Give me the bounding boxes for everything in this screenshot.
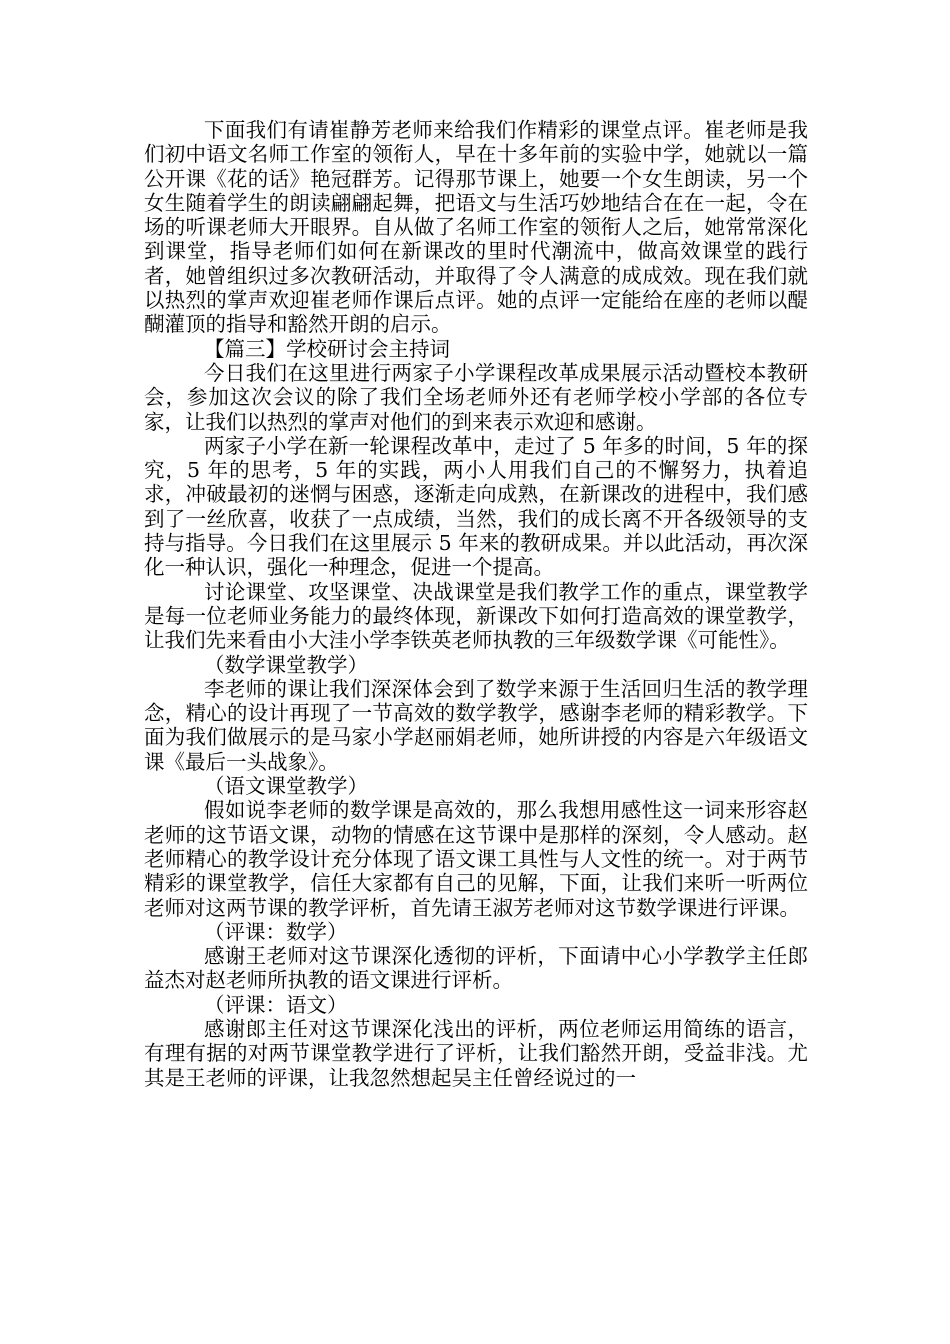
- paragraph-comparison: 假如说李老师的数学课是高效的，那么我想用感性这一词来形容赵老师的这节语文课，动物的情感在这节课中是那样的深刻，令人感动。赵老师精心的教学设计充分体现了语文课工具性与人文性的统一。对于两节精彩的课堂教学，信任大家都有自己的见解，下面，让我们来听一听两位老师对这两节课的教学评析，首先请王淑芳老师对这节数学课进行评课。: [144, 798, 808, 920]
- paragraph-math-intro: 讨论课堂、攻坚课堂、决战课堂是我们教学工作的重点，课堂教学是每一位老师业务能力的最终体现，新课改下如何打造高效的课堂教学，让我们先来看由小大洼小学李铁英老师执教的三年级数学课《可能性》。: [144, 579, 808, 653]
- paragraph-intro-cui: 下面我们有请崔静芳老师来给我们作精彩的课堂点评。崔老师是我们初中语文名师工作室的领衔人，早在十多年前的实验中学，她就以一篇公开课《花的话》艳冠群芳。记得那节课上，她要一个女生朗读，另一个女生随着学生的朗读翩翩起舞，把语文与生活巧妙地结合在在一起，令在场的听课老师大开眼界。自从做了名师工作室的领衔人之后，她常常深化到课堂，指导老师们如何在新课改的里时代潮流中，做高效课堂的践行者，她曾组织过多次教研活动，并取得了令人满意的成成效。现在我们就以热烈的掌声欢迎崔老师作课后点评。她的点评一定能给在座的老师以醍醐灌顶的指导和豁然开朗的启示。: [144, 118, 808, 337]
- paragraph-chinese-intro: 李老师的课让我们深深体会到了数学来源于生活回归生活的教学理念，精心的设计再现了一节高效的数学教学，感谢李老师的精彩教学。下面为我们做展示的是马家小学赵丽娟老师，她所讲授的内容是六年级语文课《最后一头战象》。: [144, 676, 808, 774]
- paragraph-reform: 两家子小学在新一轮课程改革中，走过了 5 年多的时间，5 年的探究，5 年的思考，5 年的实践，两小人用我们自己的不懈努力，执着追求，冲破最初的迷惘与困惑，逐渐走向成熟，在新课改的进程中，我们感到了一丝欣喜，收获了一点成绩，当然，我们的成长离不开各级领导的支持与指导。今日我们在这里展示 5 年来的教研成果。并以此活动，再次深化一种认识，强化一种理念，促进一个提高。: [144, 433, 808, 580]
- stage-direction-math: （数学课堂教学）: [204, 652, 368, 677]
- stage-direction-review-chinese: （评课：语文）: [204, 992, 348, 1017]
- paragraph-thanks-lang: 感谢郎主任对这节课深化浅出的评析，两位老师运用简练的语言，有理有据的对两节课堂教学进行了评析，让我们豁然开朗，受益非浅。尤其是王老师的评课，让我忽然想起吴主任曾经说过的一: [144, 1016, 808, 1090]
- document-page: [144, 118, 808, 1090]
- stage-direction-chinese: （语文课堂教学）: [204, 774, 368, 799]
- paragraph-opening: 今日我们在这里进行两家子小学课程改革成果展示活动暨校本教研会，参加这次会议的除了我们全场老师外还有老师学校小学部的各位专家，让我们以热烈的掌声对他们的到来表示欢迎和感谢。: [144, 360, 808, 434]
- paragraph-thanks-wang: 感谢王老师对这节课深化透彻的评析，下面请中心小学教学主任郎益杰对赵老师所执教的语文课进行评析。: [144, 944, 808, 993]
- section-heading: 【篇三】学校研讨会主持词: [204, 336, 450, 361]
- stage-direction-review-math: （评课：数学）: [204, 919, 348, 944]
